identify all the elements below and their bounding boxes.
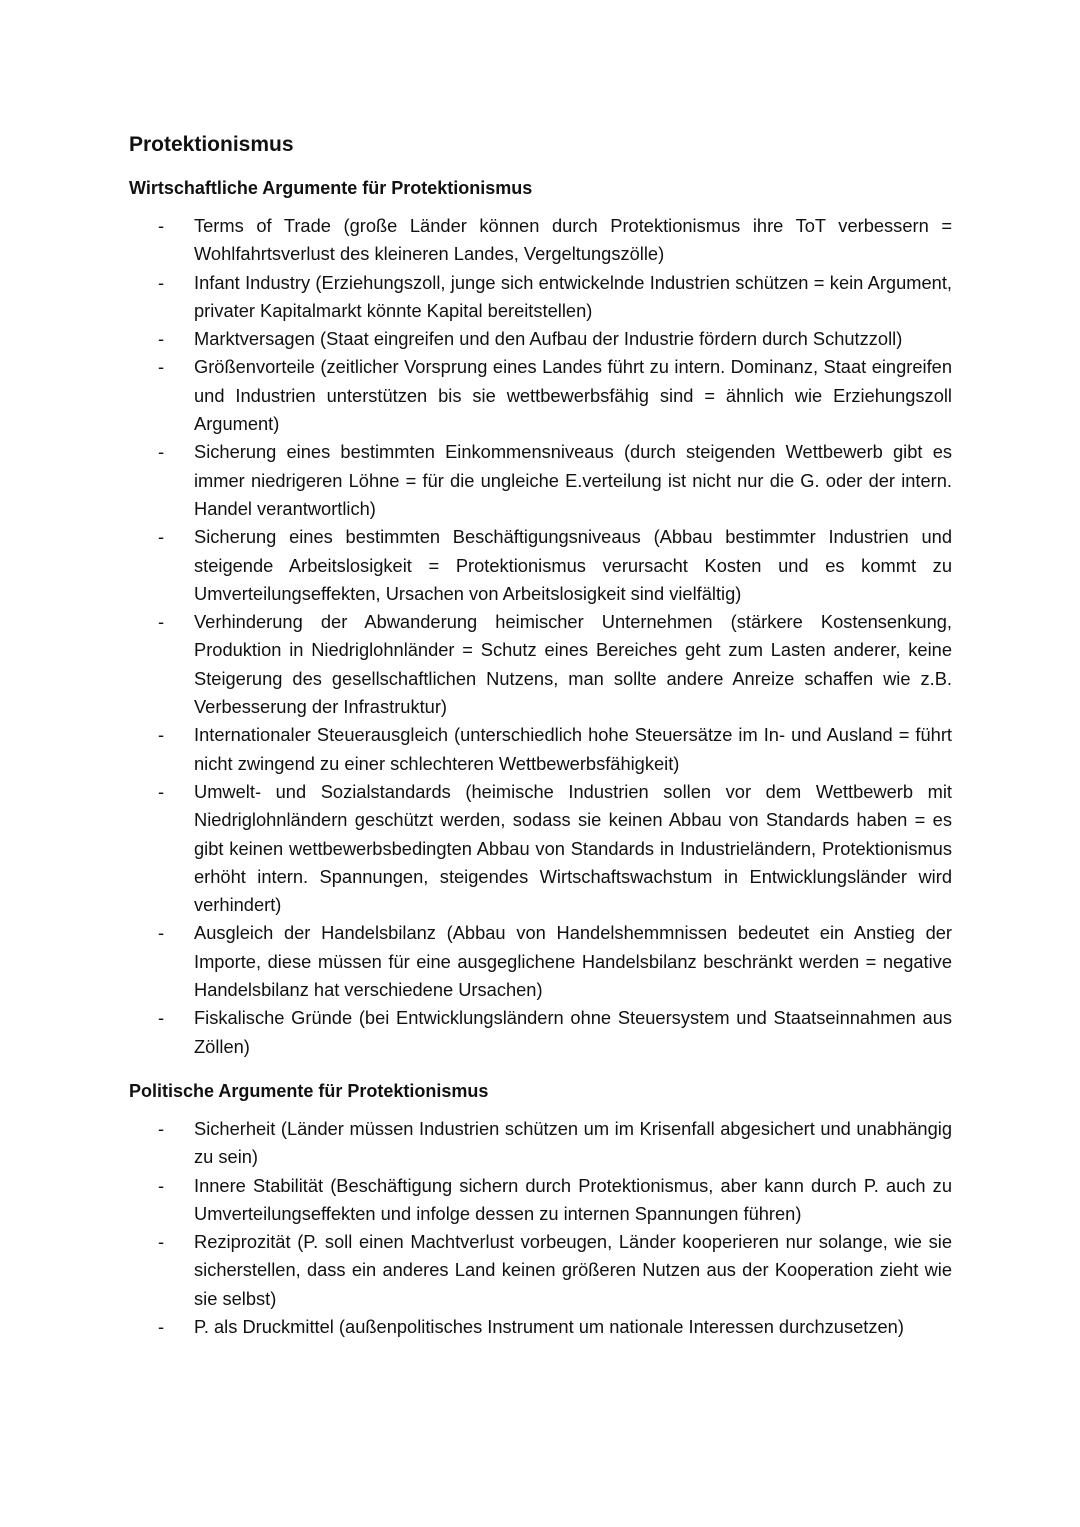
- list-item: - Verhinderung der Abwanderung heimischer Unternehmen (stärkere Kostensenkung, Produktion in Niedriglohnländer = Schutz eines Bereiches geht zum Lasten anderer, keine Steigerung des gesellschaftlichen Nutzens, man sollte andere Anreize schaffen wie z.B. Verbesserung der Infrastruktur): [129, 608, 952, 721]
- list-item: - Internationaler Steuerausgleich (unterschiedlich hohe Steuersätze im In- und Ausland = führt nicht zwingend zu einer schlechteren Wettbewerbsfähigkeit): [129, 721, 952, 778]
- dash-bullet: -: [158, 441, 165, 463]
- dash-bullet: -: [158, 922, 165, 944]
- list-item: - Ausgleich der Handelsbilanz (Abbau von Handelshemmnissen bedeutet ein Anstieg der Importe, diese müssen für eine ausgeglichene Handelsbilanz beschränkt werden = negative Handelsbilanz hat verschiedene Ursachen): [129, 919, 952, 1004]
- dash-bullet: -: [158, 328, 165, 350]
- list-item: - Terms of Trade (große Länder können durch Protektionismus ihre ToT verbessern = Wohlfahrtsverlust des kleineren Landes, Vergeltungszölle): [129, 212, 952, 269]
- dash-bullet: -: [158, 1315, 165, 1337]
- dash-bullet: -: [158, 1007, 165, 1029]
- political-arguments-list: [129, 1115, 952, 1341]
- dash-bullet: -: [158, 724, 165, 746]
- dash-bullet: -: [158, 1117, 165, 1139]
- document-title: Protektionismus: [129, 133, 294, 156]
- dash-bullet: -: [158, 780, 165, 802]
- list-item: - Sicherung eines bestimmten Einkommensniveaus (durch steigenden Wettbewerb gibt es immer niedrigeren Löhne = für die ungleiche E.verteilung ist nicht nur die G. oder der intern. Handel verantwortlich): [129, 438, 952, 523]
- dash-bullet: -: [158, 1231, 165, 1253]
- economic-arguments-list: [129, 212, 952, 1061]
- section-heading-economic: Wirtschaftliche Argumente für Protektionismus: [129, 178, 533, 198]
- dash-bullet: -: [158, 356, 165, 378]
- dash-bullet: -: [158, 1174, 165, 1196]
- list-item: - P. als Druckmittel (außenpolitisches Instrument um nationale Interessen durchzusetzen): [129, 1313, 952, 1341]
- dash-bullet: -: [158, 611, 165, 633]
- list-item: - Reziprozität (P. soll einen Machtverlust vorbeugen, Länder kooperieren nur solange, wie sie sicherstellen, dass ein anderes Land keinen größeren Nutzen aus der Kooperation zieht wie sie selbst): [129, 1228, 952, 1313]
- list-item: - Infant Industry (Erziehungszoll, junge sich entwickelnde Industrien schützen = kein Argument, privater Kapitalmarkt könnte Kapital bereitstellen): [129, 269, 952, 326]
- dash-bullet: -: [158, 271, 165, 293]
- list-item: - Sicherheit (Länder müssen Industrien schützen um im Krisenfall abgesichert und unabhängig zu sein): [129, 1115, 952, 1172]
- list-item: - Umwelt- und Sozialstandards (heimische Industrien sollen vor dem Wettbewerb mit Niedriglohnländern geschützt werden, sodass sie keinen Abbau von Standards haben = es gibt keinen wettbewerbsbedingten Abbau von Standards in Industrieländern, Protektionismus erhöht intern. Spannungen, steigendes Wirtschaftswachstum in Entwicklungsländer wird verhindert): [129, 778, 952, 919]
- section-heading-political: Politische Argumente für Protektionismus: [129, 1080, 489, 1101]
- list-item: - Sicherung eines bestimmten Beschäftigungsniveaus (Abbau bestimmter Industrien und steigende Arbeitslosigkeit = Protektionismus verursacht Kosten und es kommt zu Umverteilungseffekten, Ursachen von Arbeitslosigkeit sind vielfältig): [129, 523, 952, 608]
- document-page: [129, 128, 952, 1341]
- list-item: - Fiskalische Gründe (bei Entwicklungsländern ohne Steuersystem und Staatseinnahmen aus Zöllen): [129, 1004, 952, 1061]
- dash-bullet: -: [158, 215, 165, 236]
- list-item: - Größenvorteile (zeitlicher Vorsprung eines Landes führt zu intern. Dominanz, Staat eingreifen und Industrien unterstützen bis sie wettbewerbsfähig sind = ähnlich wie Erziehungszoll Argument): [129, 353, 952, 438]
- list-item: - Marktversagen (Staat eingreifen und den Aufbau der Industrie fördern durch Schutzzoll): [129, 325, 952, 353]
- list-item: - Innere Stabilität (Beschäftigung sichern durch Protektionismus, aber kann durch P. auch zu Umverteilungseffekten und infolge dessen zu internen Spannungen führen): [129, 1172, 952, 1229]
- dash-bullet: -: [158, 526, 165, 548]
